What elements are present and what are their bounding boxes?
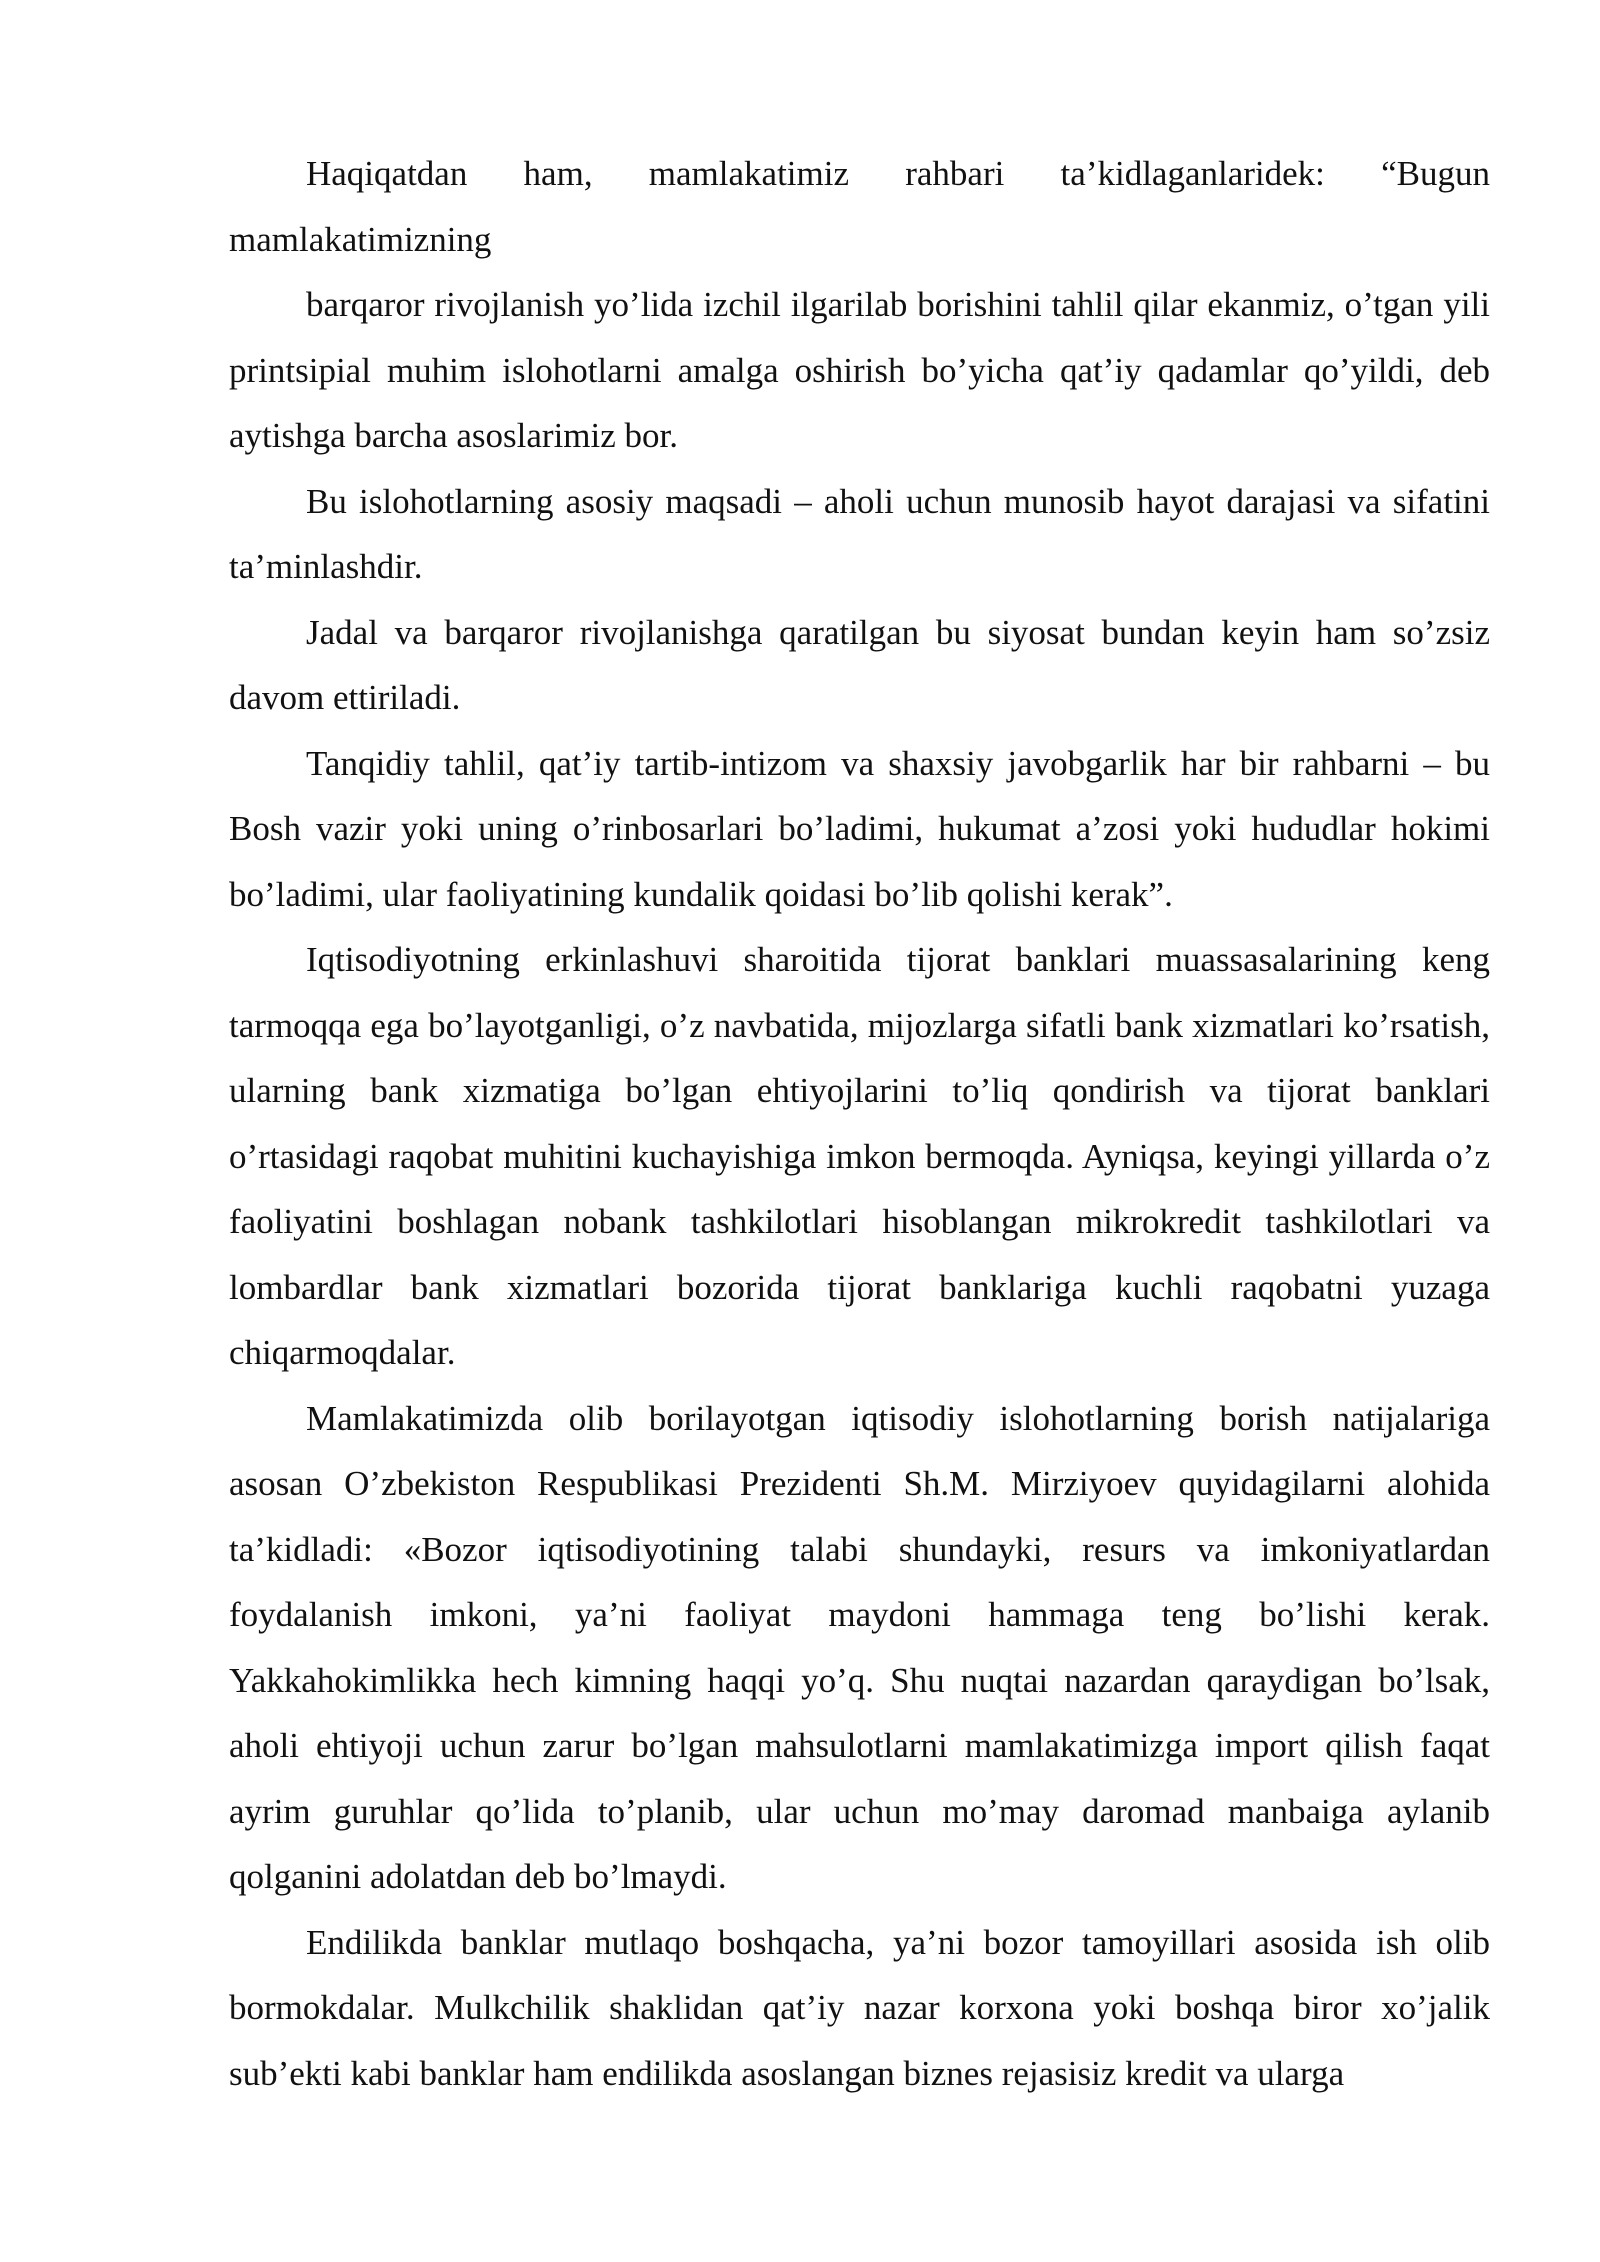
paragraph-8: Endilikda banklar mutlaqo boshqacha, ya’ni bozor tamoyillari asosida ish olib bormokdalar. Mulkchilik shaklidan qat’iy nazar korxona yoki boshqa biror xo’jalik sub’ekti kabi banklar ham endilikda asoslangan biznes rejasisiz kredit va ularga: [229, 1922, 1490, 2093]
paragraph-2: barqaror rivojlanish yo’lida izchil ilgarilab borishini tahlil qilar ekanmiz, o’tgan yili printsipial muhim islohotlarni amalga oshirish bo’yicha qat’iy qadamlar qo’yildi, deb aytishga barcha asoslarimiz bor.: [229, 285, 1490, 455]
paragraph-1: Haqiqatdan ham, mamlakatimiz rahbari ta’kidlaganlaridek: “Bugun mamlakatimizning: [229, 154, 1490, 259]
paragraph-4: Jadal va barqaror rivojlanishga qaratilgan bu siyosat bundan keyin ham so’zsiz davom ettiriladi.: [229, 612, 1490, 717]
paragraph-6: Iqtisodiyotning erkinlashuvi sharoitida tijorat banklari muassasalarining keng tarmoqqa ega bo’layotganligi, o’z navbatida, mijozlarga sifatli bank xizmatlari ko’rsatish, ularning bank xizmatiga bo’lgan ehtiyojlarini to’liq qondirish va tijorat banklari o’rtasidagi raqobat muhitini kuchayishiga imkon bermoqda. Ayniqsa, keyingi yillarda o’z faoliyatini boshlagan nobank tashkilotlari hisoblangan mikrokredit tashkilotlari va lombardlar bank xizmatlari bozorida tijorat banklariga kuchli raqobatni yuzaga chiqarmoqdalar.: [229, 940, 1490, 1372]
paragraph-5: Tanqidiy tahlil, qat’iy tartib-intizom va shaxsiy javobgarlik har bir rahbarni – bu Bosh vazir yoki uning o’rinbosarlari bo’ladimi, hukumat a’zosi yoki hududlar hokimi bo’ladimi, ular faoliyatining kundalik qoidasi bo’lib qolishi kerak”.: [229, 743, 1490, 914]
paragraph-7: Mamlakatimizda olib borilayotgan iqtisodiy islohotlarning borish natijalariga asosan O’zbekiston Respublikasi Prezidenti Sh.M. Mirziyoev quyidagilarni alohida ta’kidladi: «Bozor iqtisodiyotining talabi shundayki, resurs va imkoniyatlardan foydalanish imkoni, ya’ni faoliyat maydoni hammaga teng bo’lishi kerak. Yakkahokimlikka hech kimning haqqi yo’q. Shu nuqtai nazardan qaraydigan bo’lsak, aholi ehtiyoji uchun zarur bo’lgan mahsulotlarni mamlakatimizga import qilish faqat ayrim guruhlar qo’lida to’planib, ular uchun mo’may daromad manbaiga aylanib qolganini adolatdan deb bo’lmaydi.: [229, 1398, 1490, 1896]
document-page: [229, 141, 1490, 2106]
paragraph-3: Bu islohotlarning asosiy maqsadi – aholi uchun munosib hayot darajasi va sifatini ta’minlashdir.: [229, 481, 1490, 586]
